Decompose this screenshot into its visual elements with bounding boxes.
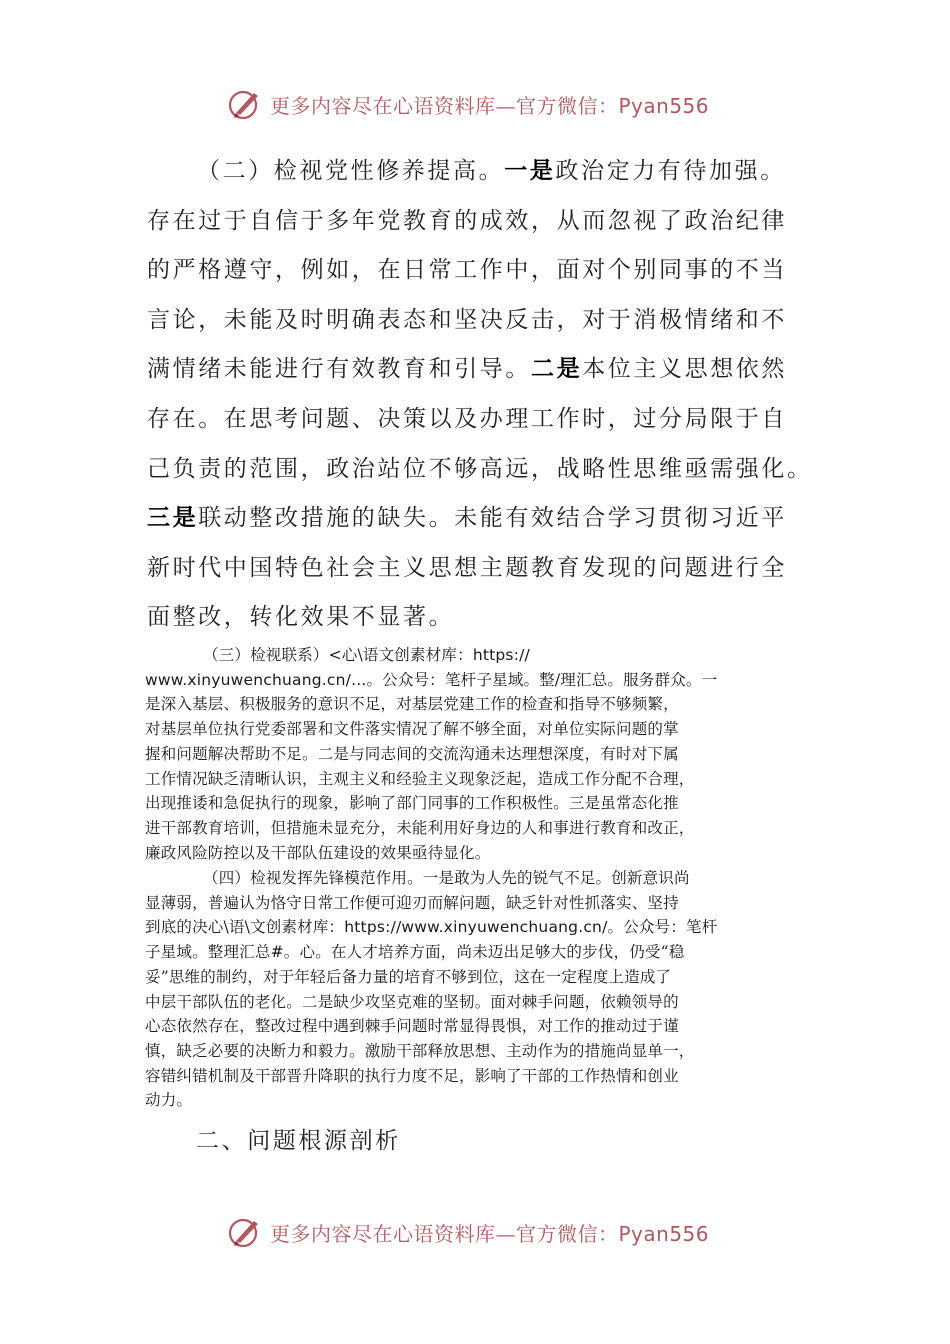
section-three	[145, 643, 810, 865]
section-heading: 二、问题根源剖析	[196, 1128, 401, 1154]
text-line: 己负责的范围，政治站位不够高远，战略性思维亟需强化。	[147, 455, 813, 482]
text-line: 妥”思维的制约，对于年轻后备力量的培育不够到位，这在一定程度上造成了	[145, 967, 672, 986]
text-line: （三）检视联系）<心\语文创素材库：https://	[203, 646, 530, 664]
text-line: 中层干部队伍的老化。二是缺少攻坚克难的坚韧。面对棘手问题，依赖领导的	[145, 992, 679, 1011]
text-line: 面整改，转化效果不显著。	[147, 604, 455, 631]
pen-logo-icon	[228, 1215, 262, 1249]
text-line: 工作情况缺乏清晰认识，主观主义和经验主义现象泛起，造成工作分配不合理，	[145, 769, 695, 788]
section-two	[147, 147, 813, 643]
text-line: 进干部教育培训，但措施未显充分，未能利用好身边的人和事进行教育和改正，	[145, 818, 695, 837]
text-line: 动力。	[145, 1091, 193, 1110]
text-line: 廉政风险防控以及干部队伍建设的效果亟待显化。	[145, 843, 491, 862]
text-line: （二）检视党性修养提高。一是政治定力有待加强。	[197, 158, 786, 184]
text-line: 对基层单位执行党委部署和文件落实情况了解不够全面，对单位实际问题的掌	[145, 720, 679, 739]
section-four	[145, 866, 810, 1113]
text-line: 存在过于自信于多年党教育的成效，从而忽视了政治纪律	[147, 207, 787, 234]
text-line: 慎，缺乏必要的决断力和毅力。激励干部释放思想、主动作为的措施尚显单一，	[145, 1041, 695, 1060]
header-banner	[228, 84, 748, 124]
text-line: 新时代中国特色社会主义思想主题教育发现的问题进行全	[147, 554, 787, 581]
text-line: 存在。在思考问题、决策以及办理工作时，过分局限于自	[147, 405, 787, 432]
text-line: 的严格遵守，例如，在日常工作中，面对个别同事的不当	[147, 257, 787, 284]
text-line: 到底的决心\语\文创素材库：https://www.xinyuwenchuang.cn/。公众号：笔杆	[145, 918, 718, 937]
text-line: www.xinyuwenchuang.cn/...。公众号：笔杆子星域。整/理汇总。服务群众。一	[145, 670, 718, 689]
text-line: 容错纠错机制及干部晋升降职的执行力度不足，影响了干部的工作热情和创业	[145, 1066, 679, 1085]
banner-text: 更多内容尽在心语资料库—官方微信：Pyan556	[270, 93, 710, 118]
text-line: 满情绪未能进行有效教育和引导。二是本位主义思想依然	[147, 356, 788, 383]
text-line: 子星域。整理汇总#。心。在人才培养方面，尚未迈出足够大的步伐，仍受“稳	[145, 943, 685, 962]
text-line: 出现推诿和急促执行的现象，影响了部门同事的工作积极性。三是虽常态化推	[145, 794, 679, 813]
text-line: （四）检视发挥先锋模范作用。一是敢为人先的锐气不足。创新意识尚	[203, 869, 690, 887]
banner-text: 更多内容尽在心语资料库—官方微信：Pyan556	[270, 1221, 710, 1246]
footer-banner	[228, 1212, 748, 1252]
text-line: 握和问题解决帮助不足。二是与同志间的交流沟通未达理想深度，有时对下属	[145, 744, 679, 763]
text-line: 三是联动整改措施的缺失。未能有效结合学习贯彻习近平	[147, 505, 788, 532]
text-line: 言论，未能及时明确表态和坚决反击，对于消极情绪和不	[147, 306, 787, 333]
pen-logo-icon	[228, 87, 262, 121]
text-line: 显薄弱，普遍认为恪守日常工作便可迎刃而解问题，缺乏针对性抓落实、坚持	[145, 893, 679, 912]
text-line: 心态依然存在，整改过程中遇到棘手问题时常显得畏惧，对工作的推动过于谨	[145, 1017, 679, 1036]
text-line: 是深入基层、积极服务的意识不足，对基层党建工作的检查和指导不够频繁，	[145, 695, 679, 714]
